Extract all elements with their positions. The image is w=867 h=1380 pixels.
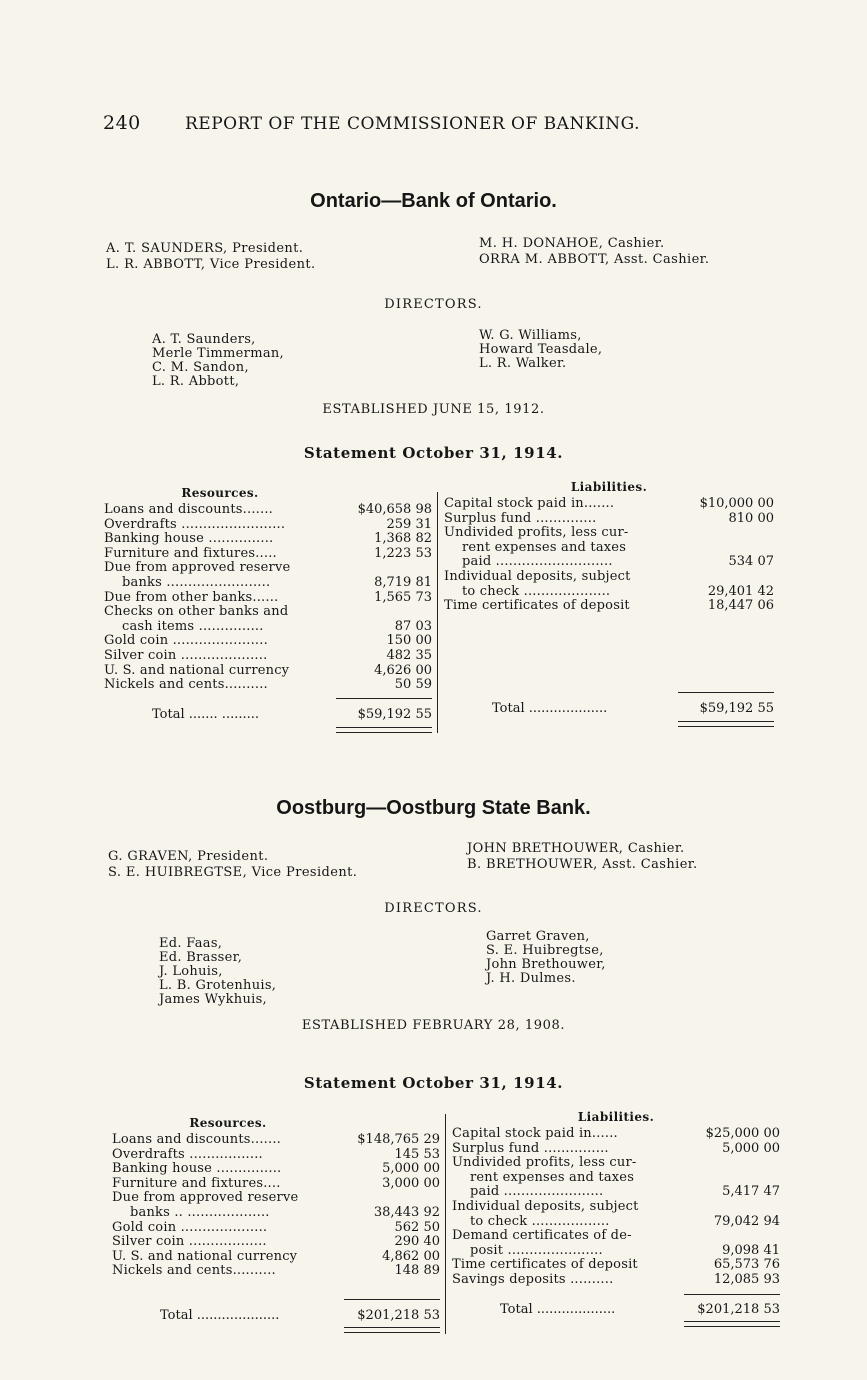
ledger-item-amount: 5,000 00 xyxy=(722,1140,780,1156)
ledger-item-label: Capital stock paid in....... xyxy=(444,497,615,511)
ledger-item-amount: 4,626 00 xyxy=(374,662,432,678)
officers-right-oostburg xyxy=(467,841,698,873)
ledger-row xyxy=(112,1177,440,1192)
ledger-item-amount: $40,658 98 xyxy=(357,502,432,517)
ledger-item-amount: 482 35 xyxy=(386,647,432,663)
ledger-item-amount: 29,401 42 xyxy=(707,583,774,599)
ledger-item-label: Capital stock paid in...... xyxy=(452,1127,618,1141)
total-label: Total ................... xyxy=(500,1302,616,1317)
column-divider-ontario xyxy=(437,492,438,733)
director-name: J. H. Dulmes. xyxy=(486,971,576,986)
officer-president: A. T. SAUNDERS, President. xyxy=(106,241,304,256)
ledger-item-label: banks ........................ xyxy=(122,575,271,590)
ledger-item-label: Furniture and fixtures..... xyxy=(104,546,277,561)
ledger-item-amount: 562 50 xyxy=(394,1219,440,1235)
ledger-item-label: Banking house ............... xyxy=(104,532,274,547)
ledger-item-label: U. S. and national currency xyxy=(112,1249,298,1264)
total-amount: $201,218 53 xyxy=(697,1302,780,1317)
director-name: Howard Teasdale, xyxy=(479,342,603,357)
ledger-item-amount: 534 07 xyxy=(728,554,774,570)
total-amount: $59,192 55 xyxy=(699,701,774,716)
ledger-row xyxy=(444,512,774,527)
total-label: Total .................... xyxy=(160,1308,280,1323)
ledger-item-label: Surplus fund .............. xyxy=(444,511,597,526)
statement-heading-ontario: Statement October 31, 1914. xyxy=(303,444,564,462)
ledger-row xyxy=(452,1229,780,1244)
ledger-row xyxy=(452,1185,780,1200)
director-name: L. R. Abbott, xyxy=(152,374,240,389)
ledger-row xyxy=(444,585,774,600)
resources-double-rule-oostburg xyxy=(344,1327,440,1333)
ledger-row xyxy=(452,1127,780,1142)
director-name: Merle Timmerman, xyxy=(152,346,284,361)
resources-double-rule-ontario xyxy=(336,727,432,733)
ledger-item-label: Undivided profits, less cur- xyxy=(444,526,629,541)
officers-right-ontario xyxy=(479,236,709,268)
officer-vice-president: S. E. HUIBREGTSE, Vice President. xyxy=(108,865,358,880)
ledger-item-label: cash items ............... xyxy=(122,619,264,634)
ledger-item-amount: 5,000 00 xyxy=(382,1161,440,1177)
ledger-item-amount: 79,042 94 xyxy=(713,1213,780,1229)
ledger-item-amount: 50 59 xyxy=(394,677,432,693)
officer-asst-cashier: ORRA M. ABBOTT, Asst. Cashier. xyxy=(479,252,710,267)
ledger-row xyxy=(104,678,432,693)
ledger-item-amount: 810 00 xyxy=(728,510,774,526)
resources-sum-line-oostburg xyxy=(344,1299,440,1300)
ledger-row xyxy=(104,591,432,606)
ledger-row xyxy=(112,1206,440,1221)
officer-cashier: JOHN BRETHOUWER, Cashier. xyxy=(467,841,685,856)
liabilities-double-rule-ontario xyxy=(678,721,774,727)
column-divider-oostburg xyxy=(445,1114,446,1334)
directors-heading-ontario: DIRECTORS. xyxy=(384,297,483,312)
ledger-item-label: U. S. and national currency xyxy=(104,663,290,678)
ledger-row xyxy=(444,570,774,585)
ledger-row xyxy=(104,649,432,664)
ledger-item-label: Checks on other banks and xyxy=(104,605,289,620)
ledger-item-amount: 145 53 xyxy=(394,1146,440,1162)
ledger-item-label: Furniture and fixtures.... xyxy=(112,1176,281,1191)
ledger-item-amount: 8,719 81 xyxy=(374,574,432,590)
liabilities-double-rule-oostburg xyxy=(684,1321,780,1327)
ledger-item-amount: 4,862 00 xyxy=(382,1248,440,1264)
liabilities-heading-ontario: Liabilities. xyxy=(570,480,648,494)
directors-right-ontario xyxy=(479,329,602,371)
officer-asst-cashier: B. BRETHOUWER, Asst. Cashier. xyxy=(467,857,698,872)
ledger-item-label: Loans and discounts....... xyxy=(112,1133,281,1147)
ledger-item-amount: 65,573 76 xyxy=(713,1257,780,1273)
ledger-item-label: Silver coin .................. xyxy=(112,1235,267,1250)
ledger-item-label: Silver coin .................... xyxy=(104,648,268,663)
director-name: Garret Graven, xyxy=(486,929,590,944)
total-label: Total ....... ......... xyxy=(152,707,260,722)
ledger-row xyxy=(452,1142,780,1157)
ledger-item-label: Overdrafts ........................ xyxy=(104,517,286,532)
ledger-item-amount: 38,443 92 xyxy=(373,1204,440,1220)
director-name: L. B. Grotenhuis, xyxy=(159,978,277,993)
running-header xyxy=(103,112,703,134)
directors-left-ontario xyxy=(152,333,284,389)
directors-right-oostburg xyxy=(486,930,606,986)
ledger-item-amount: 1,368 82 xyxy=(374,531,432,547)
established-ontario: ESTABLISHED JUNE 15, 1912. xyxy=(322,402,545,417)
ledger-item-amount: 9,098 41 xyxy=(722,1242,780,1258)
ledger-item-amount: 259 31 xyxy=(386,516,432,532)
ledger-row xyxy=(104,532,432,547)
ledger-row xyxy=(444,541,774,556)
ledger-item-amount: 150 00 xyxy=(386,633,432,649)
statement-heading-oostburg: Statement October 31, 1914. xyxy=(303,1074,564,1092)
ledger-item-amount: 1,565 73 xyxy=(374,589,432,605)
ledger-item-label: Time certificates of deposit xyxy=(452,1258,638,1273)
ledger-item-label: Individual deposits, subject xyxy=(452,1199,639,1214)
officer-president: G. GRAVEN, President. xyxy=(108,849,269,864)
ledger-row xyxy=(104,664,432,679)
ledger-row xyxy=(104,620,432,635)
ledger-row xyxy=(112,1133,440,1148)
ledger-item-label: Due from approved reserve xyxy=(112,1191,299,1206)
officers-left-ontario xyxy=(106,241,316,273)
resources-heading-ontario: Resources. xyxy=(181,486,259,500)
ledger-row xyxy=(104,605,432,620)
resources-list-oostburg xyxy=(112,1133,440,1279)
liabilities-total-row-ontario xyxy=(444,701,774,716)
ledger-item-label: paid ....................... xyxy=(470,1185,604,1200)
ledger-row xyxy=(444,526,774,541)
ledger-row xyxy=(104,576,432,591)
ledger-row xyxy=(452,1258,780,1273)
liabilities-sum-line-oostburg xyxy=(684,1294,780,1295)
ledger-item-label: Loans and discounts....... xyxy=(104,503,273,517)
bank-title-ontario: Ontario—Bank of Ontario. xyxy=(310,190,557,212)
ledger-row xyxy=(452,1215,780,1230)
ledger-row xyxy=(452,1244,780,1259)
ledger-item-amount: $25,000 00 xyxy=(705,1126,780,1141)
ledger-item-label: posit ...................... xyxy=(470,1243,603,1258)
ledger-item-label: to check .................. xyxy=(470,1214,610,1229)
ledger-row xyxy=(452,1156,780,1171)
resources-list-ontario xyxy=(104,503,432,693)
director-name: C. M. Sandon, xyxy=(152,360,249,375)
ledger-item-amount: 12,085 93 xyxy=(713,1271,780,1287)
director-name: S. E. Huibregtse, xyxy=(486,943,604,958)
ledger-item-amount: $148,765 29 xyxy=(357,1132,440,1147)
ledger-row xyxy=(444,599,774,614)
resources-heading-oostburg: Resources. xyxy=(189,1116,267,1130)
ledger-row xyxy=(452,1171,780,1186)
ledger-row xyxy=(104,503,432,518)
director-name: A. T. Saunders, xyxy=(152,332,256,347)
ledger-item-label: rent expenses and taxes xyxy=(470,1170,635,1185)
directors-heading-oostburg: DIRECTORS. xyxy=(384,901,483,916)
ledger-item-amount: $10,000 00 xyxy=(699,496,774,511)
ledger-item-label: Gold coin .................... xyxy=(112,1220,268,1235)
ledger-item-amount: 148 89 xyxy=(394,1263,440,1279)
ledger-row xyxy=(104,518,432,533)
resources-sum-line-ontario xyxy=(336,698,432,699)
ledger-item-amount: 5,417 47 xyxy=(722,1184,780,1200)
ledger-item-label: Savings deposits .......... xyxy=(452,1272,614,1287)
liabilities-list-oostburg xyxy=(452,1127,780,1288)
ledger-row xyxy=(112,1162,440,1177)
total-amount: $201,218 53 xyxy=(357,1308,440,1323)
director-name: James Wykhuis, xyxy=(159,992,267,1007)
ledger-row xyxy=(112,1250,440,1265)
ledger-item-amount: 1,223 53 xyxy=(374,545,432,561)
ledger-item-amount: 3,000 00 xyxy=(382,1175,440,1191)
total-amount: $59,192 55 xyxy=(357,707,432,722)
liabilities-sum-line-ontario xyxy=(678,692,774,693)
ledger-item-label: rent expenses and taxes xyxy=(462,540,627,555)
ledger-item-label: Time certificates of deposit xyxy=(444,599,630,614)
officer-cashier: M. H. DONAHOE, Cashier. xyxy=(479,236,665,251)
ledger-item-amount: 18,447 06 xyxy=(707,598,774,614)
established-oostburg: ESTABLISHED FEBRUARY 28, 1908. xyxy=(301,1018,566,1033)
ledger-row xyxy=(112,1191,440,1206)
ledger-item-label: Individual deposits, subject xyxy=(444,569,631,584)
resources-total-row-ontario xyxy=(104,707,432,722)
ledger-row xyxy=(104,547,432,562)
director-name: John Brethouwer, xyxy=(486,957,606,972)
ledger-item-label: Due from other banks...... xyxy=(104,590,279,605)
page-number: 240 xyxy=(103,112,141,134)
bank-title-oostburg: Oostburg—Oostburg State Bank. xyxy=(276,797,591,819)
ledger-item-label: Surplus fund ............... xyxy=(452,1141,609,1156)
ledger-item-label: Nickels and cents.......... xyxy=(104,678,268,693)
ledger-row xyxy=(452,1200,780,1215)
director-name: J. Lohuis, xyxy=(159,964,223,979)
ledger-row xyxy=(112,1221,440,1236)
ledger-item-label: paid ........................... xyxy=(462,555,613,570)
liabilities-list-ontario xyxy=(444,497,774,614)
ledger-item-label: Demand certificates of de- xyxy=(452,1229,632,1244)
officers-left-oostburg xyxy=(108,849,357,881)
director-name: Ed. Faas, xyxy=(159,936,223,951)
ledger-row xyxy=(452,1273,780,1288)
ledger-item-label: Undivided profits, less cur- xyxy=(452,1156,637,1171)
ledger-item-amount: 87 03 xyxy=(394,618,432,634)
running-header-title: REPORT OF THE COMMISSIONER OF BANKING. xyxy=(185,114,640,134)
ledger-row xyxy=(104,561,432,576)
ledger-item-label: banks .. ................... xyxy=(130,1205,270,1220)
ledger-row xyxy=(444,497,774,512)
ledger-row xyxy=(104,634,432,649)
ledger-row xyxy=(112,1148,440,1163)
ledger-row xyxy=(112,1264,440,1279)
ledger-row xyxy=(444,555,774,570)
ledger-item-amount: 290 40 xyxy=(394,1234,440,1250)
ledger-item-label: to check .................... xyxy=(462,584,611,599)
liabilities-heading-oostburg: Liabilities. xyxy=(577,1110,655,1124)
ledger-item-label: Overdrafts ................. xyxy=(112,1147,263,1162)
ledger-item-label: Due from approved reserve xyxy=(104,561,291,576)
ledger-item-label: Gold coin ...................... xyxy=(104,634,268,649)
total-label: Total ................... xyxy=(492,701,608,716)
director-name: Ed. Brasser, xyxy=(159,950,243,965)
directors-left-oostburg xyxy=(159,937,276,1007)
director-name: L. R. Walker. xyxy=(479,356,567,371)
resources-total-row-oostburg xyxy=(112,1308,440,1323)
ledger-item-label: Banking house ............... xyxy=(112,1162,282,1177)
ledger-row xyxy=(112,1235,440,1250)
liabilities-total-row-oostburg xyxy=(452,1302,780,1317)
ledger-item-label: Nickels and cents.......... xyxy=(112,1264,276,1279)
officer-vice-president: L. R. ABBOTT, Vice President. xyxy=(106,257,316,272)
director-name: W. G. Williams, xyxy=(479,328,582,343)
